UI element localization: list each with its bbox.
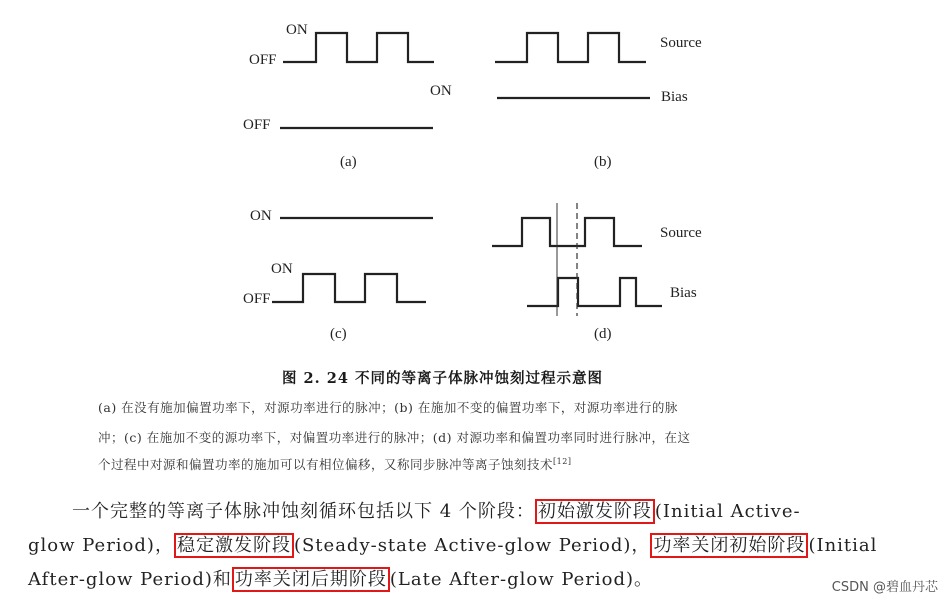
highlight-initial-after-glow: 功率关闭初始阶段 (650, 533, 808, 558)
caption-line-3-text: 个过程中对源和偏置功率的施加可以有相位偏移，又称同步脉冲等离子蚀刻技术 (98, 457, 554, 472)
panel-b-source-label: Source (660, 35, 702, 51)
body-text: (Steady-state Active-glow Period)， (293, 535, 651, 556)
panel-a-off-label: OFF (249, 52, 277, 68)
panel-b-source-pulse (495, 33, 646, 62)
body-text: (Initial Active- (654, 501, 801, 522)
panel-a-off2-label: OFF (243, 117, 271, 133)
panel-a-caption: (a) (340, 154, 357, 170)
panel-b-caption: (b) (594, 154, 612, 170)
panel-c-bias-pulse (272, 274, 426, 302)
body-text: (Initial (808, 535, 878, 556)
body-line-1 (72, 497, 801, 523)
figure-caption-line-1: (a) 在没有施加偏置功率下，对源功率进行的脉冲；(b) 在施加不变的偏置功率下，对源功率进行的脉 (98, 400, 678, 415)
csdn-watermark: CSDN @碧血丹芯 (831, 580, 938, 595)
panel-a-on2-label: ON (430, 83, 452, 99)
reference-marker: [12] (553, 456, 572, 466)
figure-caption-line-3 (98, 455, 571, 473)
panel-b-bias-label: Bias (661, 89, 688, 105)
body-line-3 (28, 565, 653, 591)
body-text: 一个完整的等离子体脉冲蚀刻循环包括以下 4 个阶段： (72, 501, 535, 522)
panel-d-caption: (d) (594, 326, 612, 342)
highlight-initial-active-glow: 初始激发阶段 (535, 499, 655, 524)
panel-d-bias-pulse (527, 278, 662, 306)
highlight-steady-state: 稳定激发阶段 (174, 533, 294, 558)
body-line-2 (28, 531, 877, 557)
body-text: (Late After-glow Period)。 (389, 569, 654, 590)
panel-c-on2-label: ON (271, 261, 293, 277)
highlight-late-after-glow: 功率关闭后期阶段 (232, 567, 390, 592)
figure-caption-line-2: 冲；(c) 在施加不变的源功率下，对偏置功率进行的脉冲；(d) 对源功率和偏置功率同时进行脉冲，在这 (98, 430, 691, 445)
panel-a-on-label: ON (286, 22, 308, 38)
panel-d-source-pulse (492, 218, 642, 246)
body-text: After-glow Period)和 (28, 569, 232, 590)
body-text: glow Period)， (28, 535, 174, 556)
panel-d-source-label: Source (660, 225, 702, 241)
panel-c-on-label: ON (250, 208, 272, 224)
panel-c-off-label: OFF (243, 291, 271, 307)
panel-c-caption: (c) (330, 326, 347, 342)
figure-title: 图 2. 24 不同的等离子体脉冲蚀刻过程示意图 (282, 370, 603, 387)
panel-d-bias-label: Bias (670, 285, 697, 301)
